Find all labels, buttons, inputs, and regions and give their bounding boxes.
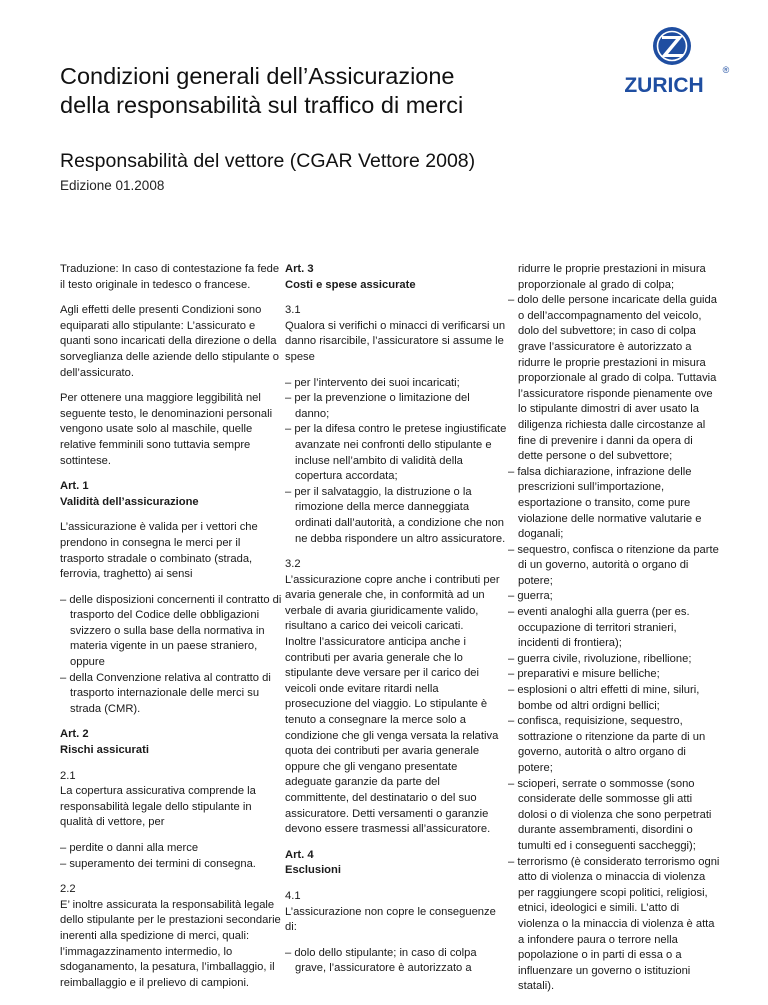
section-2-1 <box>60 769 282 831</box>
section-text: La copertura assicurativa comprende la responsabilità legale dello stipulante in qualità di vettore, per <box>60 785 256 829</box>
list-item: – eventi analoghi alla guerra (per es. occupazione di territori stranieri, incidenti di frontiera); <box>508 606 690 650</box>
list-item: – dolo delle persone incaricate della guida o dell’accompagnamento del veicolo, dolo del subvettore; in caso di colpa grave l’assicuratore è autorizzato a ridurre le proprie prestazioni in misura proporzionale al grado di colpa. Tuttavia l’assicuratore risponde pienamente ove lo stipulante dimostri di aver usato la diligenza richiesta dalle circostanze al fine di prevenire i danni da opera di dette persone o del subvettore; <box>508 294 717 463</box>
title-line-2: della responsabilità sul traffico di merci <box>60 92 464 118</box>
list-item: – sequestro, confisca o ritenzione da parte di un governo, autorità o organo di potere; <box>508 543 719 587</box>
list-item: – per la prevenzione o limitazione del danno; <box>285 392 470 420</box>
section-number: 2.2 <box>60 883 76 896</box>
section-2-2 <box>60 882 282 991</box>
article-3-heading <box>285 262 507 293</box>
gender-note: Per ottenere una maggiore leggibilità nel seguente testo, le denominazioni personali vengono usate solo al maschile, quelle relative femminili sono tuttavia sempre sottintese. <box>60 392 273 467</box>
list-item: – superamento dei termini di consegna. <box>60 857 256 870</box>
list-item: – delle disposizioni concernenti il contratto di trasporto del Codice delle obbligazioni svizzero o sulla base della normativa in materia vigente in un paese straniero, oppure <box>60 593 282 669</box>
article-title: Esclusioni <box>285 864 341 877</box>
section-text: Inoltre l’assicuratore anticipa anche i contributi per avaria generale che lo stipulante deve versare per il carico dei veicoli onde evitare ritardi nella prosecuzione del viaggio. Lo stipulante è tenuto a consegnare la merce solo a condizione che gli venga versata la relativa quota dei contributi per avaria generale oppure che gli vengano presentate adeguate garanzie da parte del committente, del destinatario o del suo assicuratore. Detti versamenti o garanzie devono essere trasmessi all’assicuratore. <box>285 636 499 836</box>
list-item: – per l’intervento dei suoi incaricati; <box>285 376 460 389</box>
edition-label: Edizione 01.2008 <box>60 178 165 193</box>
article-1-list <box>60 593 282 718</box>
article-title: Validità dell’assicurazione <box>60 495 199 508</box>
section-4-1 <box>285 889 507 936</box>
list-item: – per il salvataggio, la distruzione o la rimozione della merce danneggiata ordinati dall’autorità, a condizione che non ne debba rispondere un altro assicuratore. <box>285 485 506 545</box>
section-number: 4.1 <box>285 889 301 902</box>
logo-wordmark: ZURICH <box>624 74 704 97</box>
section-3-2 <box>285 557 507 838</box>
list-item: – terrorismo (è considerato terrorismo ogni atto di violenza o minaccia di violenza per raggiungere scopi politici, religiosi, etnici, ideologici e simili. L’atto di violenza o la minaccia di violenza è atta a infondere paura o terrore nella popolazione o in parti di essa o a influenzare un governo o istituzioni statali). <box>508 855 720 993</box>
article-title: Rischi assicurati <box>60 744 149 757</box>
section-3-1-list <box>285 376 507 548</box>
article-number: Art. 3 <box>285 263 314 275</box>
section-text: L’assicurazione copre anche i contributi per avaria generale che, in conformità ad un verbale di avaria giuridicamente valido, risultano a carico dei veicoli caricati. <box>285 573 500 633</box>
document-subtitle: Responsabilità del vettore (CGAR Vettore 2008) <box>60 150 476 172</box>
article-title: Costi e spese assicurate <box>285 278 416 291</box>
list-item: – falsa dichiarazione, infrazione delle prescrizioni sull’importazione, esportazione o transito, come pure violazione delle normative valutarie e doganali; <box>508 465 702 541</box>
text-column-2 <box>285 262 507 987</box>
exclusions-list <box>508 262 720 995</box>
list-item: – esplosioni o altri effetti di mine, siluri, bombe od altri ordigni bellici; <box>508 684 700 712</box>
section-text: Qualora si verifichi o minacci di verificarsi un danno risarcibile, l’assicuratore si assume le spese <box>285 319 506 363</box>
list-item: – guerra civile, rivoluzione, ribellione; <box>508 652 692 665</box>
article-1-text: L’assicurazione è valida per i vettori che prendono in consegna le merci per il trasporto stradale o combinato (strada, ferrovia, traghetto) ai sensi <box>60 521 258 581</box>
section-3-1 <box>285 303 507 365</box>
list-item: – guerra; <box>508 590 553 603</box>
article-1-heading <box>60 479 282 510</box>
zurich-emblem-icon <box>612 26 732 106</box>
title-line-1: Condizioni generali dell’Assicurazione <box>60 63 455 89</box>
list-item: – preparativi e misure belliche; <box>508 668 660 681</box>
section-number: 3.1 <box>285 304 301 317</box>
list-item: – perdite o danni alla merce <box>60 842 199 854</box>
document-title <box>60 62 620 120</box>
list-item: – scioperi, serrate o sommosse (sono considerate delle sommosse gli atti dolosi o di violenza che sono perpetrati durante assembramenti, disordini o tumulti ed i conseguenti saccheggi); <box>508 777 712 852</box>
list-item-continued: ridurre le proprie prestazioni in misura proporzionale al grado di colpa; <box>518 263 706 291</box>
article-4-heading <box>285 848 507 879</box>
text-column-3 <box>508 262 720 1005</box>
article-number: Art. 2 <box>60 728 89 741</box>
section-text: E’ inoltre assicurata la responsabilità legale dello stipulante per le prestazioni secondarie inerenti alla spedizione di merci, quali: l’immagazzinamento intermedio, lo sdoganamento, la pesatura, l’imballaggio, il reimballaggio e il prelievo di campioni. <box>60 898 281 989</box>
article-number: Art. 4 <box>285 848 314 861</box>
list-item: – della Convenzione relativa al contratto di trasporto internazionale delle merci su strada (CMR). <box>60 671 271 715</box>
article-number: Art. 1 <box>60 480 89 493</box>
zurich-logo <box>612 26 732 106</box>
list-item: – confisca, requisizione, sequestro, sottrazione o ritenzione da parte di un governo, autorità o altro organo di potere; <box>508 715 706 774</box>
registered-mark: ® <box>722 65 730 75</box>
list-item: – per la difesa contro le pretese ingiustificate avanzate nei confronti dello stipulante e incluse nell’ambito di validità della copertura accordata; <box>285 423 507 483</box>
section-text: L’assicurazione non copre le conseguenze di: <box>285 905 496 934</box>
text-column-1 <box>60 262 282 1001</box>
article-2-heading <box>60 727 282 758</box>
section-number: 3.2 <box>285 558 301 571</box>
section-4-1-list <box>285 946 507 977</box>
section-2-1-list <box>60 841 282 872</box>
translation-note: Traduzione: In caso di contestazione fa fede il testo originale in tedesco o francese. <box>60 263 280 291</box>
list-item: – dolo dello stipulante; in caso di colpa grave, l’assicuratore è autorizzato a <box>285 946 477 975</box>
equivalence-note: Agli effetti delle presenti Condizioni sono equiparati allo stipulante: L’assicurato e quanti sono incaricati della direzione o della sorveglianza delle aziende dello stipulante o dell’assicurato. <box>60 304 279 379</box>
section-number: 2.1 <box>60 769 76 782</box>
